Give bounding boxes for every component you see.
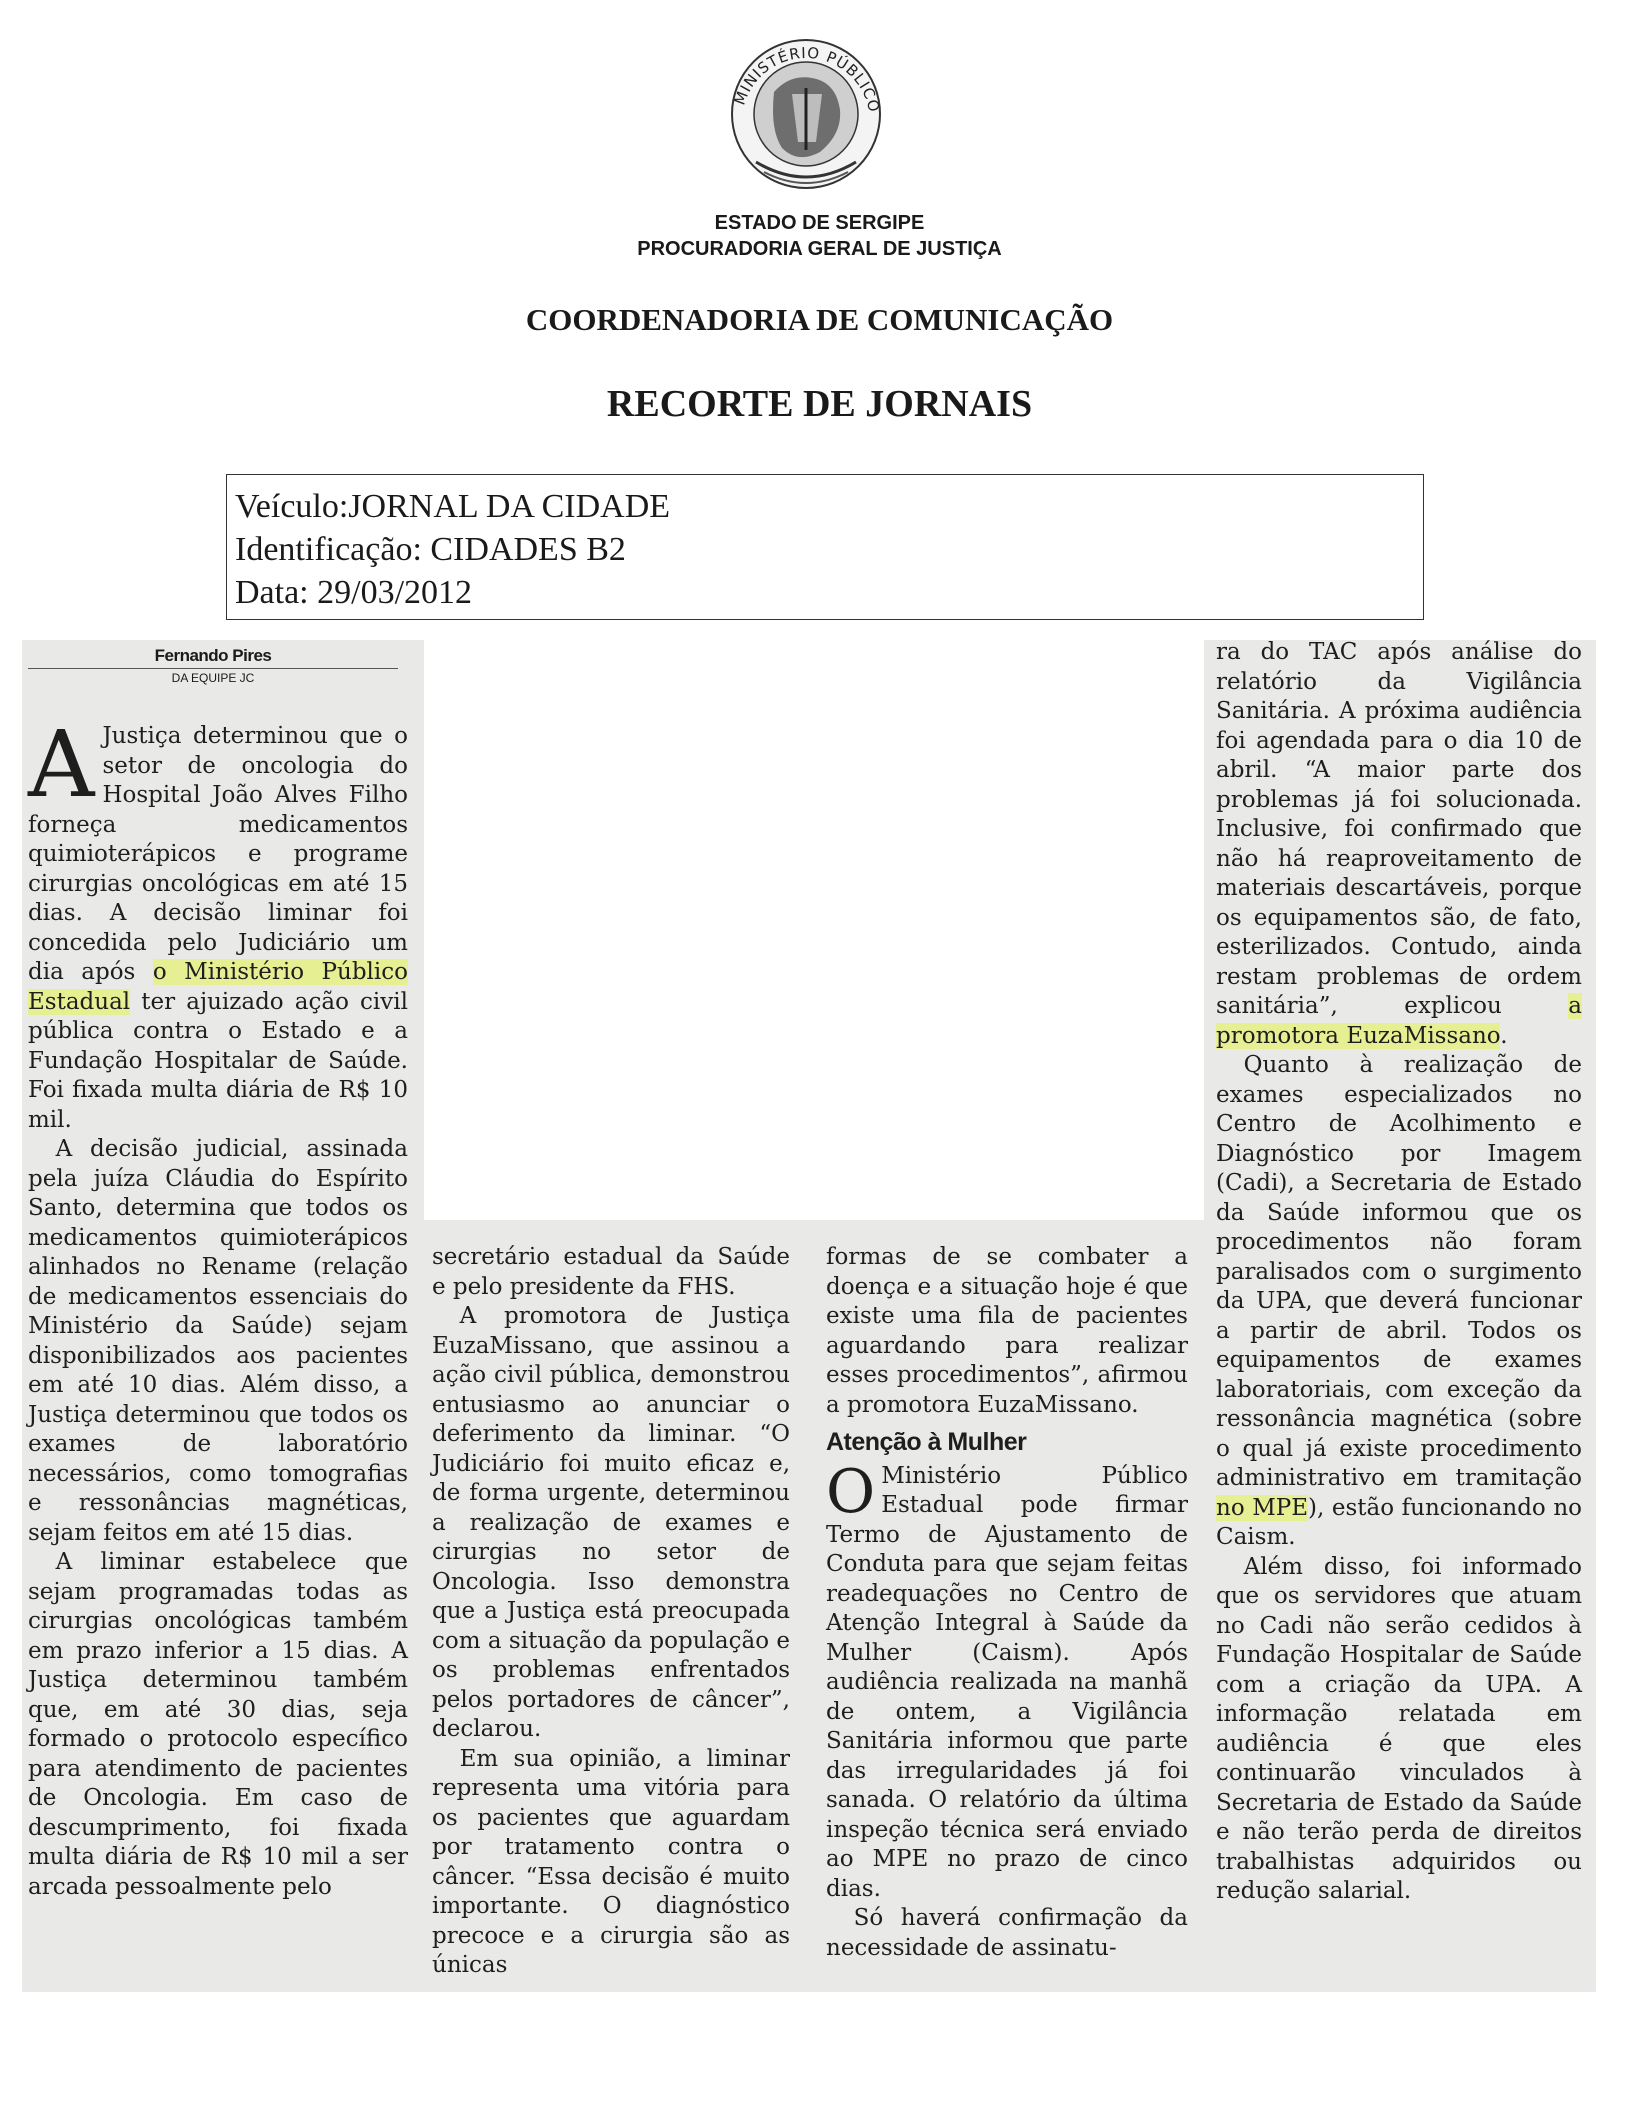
ministerio-publico-seal	[712, 22, 896, 192]
col2-paragraph-2: A promotora de Justiça EuzaMissano, que assinou a ação civil pública, demonstrou entusiasmo ao anunciar o deferimento da liminar. “O Judiciário foi muito eficaz e, de forma urgente, determinou a realização de exames e cirurgias no setor de Oncologia. Isso demonstra que a Justiça está preocupada com a situação da população e os problemas enfrentados pelos portadores de câncer”, declarou.	[432, 1303, 790, 1742]
org-line-state: ESTADO DE SERGIPE	[714, 212, 925, 234]
blank-area	[424, 640, 1204, 1220]
author-team: DA EQUIPE JC	[171, 671, 255, 685]
col3-paragraph-1: formas de se combater a doença e a situação hoje é que existe uma fila de pacientes aguardando para realizar esses procedimentos”, afirmou a promotora EuzaMissano.	[826, 1244, 1188, 1418]
author-name: Fernando Pires	[154, 646, 272, 665]
col1-paragraph-1: A Justiça determinou que o setor de oncologia do Hospital João Alves Filho forneça medicamentos quimioterápicos e programe cirurgias oncológicas em até 15 dias. A decisão liminar foi concedida pelo Judiciário um dia após o Ministério Público Estadual ter ajuizado ação civil pública contra o Estado e a Fundação Hospitalar de Saúde. Foi fixada multa diária de R$ 10 mil.	[28, 711, 408, 1133]
col1-paragraph-2: A decisão judicial, assinada pela juíza Cláudia do Espírito Santo, determina que todos os medicamentos quimioterápicos alinhados no Rename (relação de medicamentos essenciais do Ministério da Saúde) sejam disponibilizados aos pacientes em até 10 dias. Além disso, a Justiça determinou que todos os exames de laboratório necessários, como tomografias e ressonâncias magnéticas, sejam feitos em até 15 dias.	[28, 1136, 408, 1546]
clipping-info-box	[226, 474, 1424, 620]
dropcap-o: O	[826, 1456, 876, 1527]
col2-paragraph-3: Em sua opinião, a liminar representa uma vitória para os pacientes que aguardam por tratamento contra o câncer. “Essa decisão é muito importante. O diagnóstico precoce e a cirurgia são as únicas	[432, 1745, 790, 1978]
article-column-1	[28, 711, 408, 1902]
highlight-mpe: no MPE	[1216, 1494, 1309, 1521]
byline-rule	[28, 668, 398, 669]
col3-paragraph-3: Só haverá confirmação da necessidade de assinatu-	[826, 1905, 1188, 1961]
col1-paragraph-3: A liminar estabelece que sejam programadas todas as cirurgias oncológicas também em prazo inferior a 15 dias. A Justiça determinou também que, em até 30 dias, seja formado o protocolo específico para atendimento de pacientes de Oncologia. Em caso de descumprimento, foi fixada multa diária de R$ 10 mil a ser arcada pessoalmente pelo	[28, 1549, 408, 1900]
dropcap-a: A	[28, 711, 95, 818]
article-column-2	[432, 1243, 790, 1981]
col3-paragraph-2: O Ministério Público Estadual pode firmar Termo de Ajustamento de Conduta para que sejam feitas readequações no Centro de Atenção Integral à Saúde da Mulher (Caism). Após audiência realizada na manhã de ontem, a Vigilância Sanitária informou que parte das irregularidades já foi sanada. O relatório da última inspeção técnica será enviado ao MPE no prazo de cinco dias.	[826, 1456, 1188, 1902]
org-line-procuradoria: PROCURADORIA GERAL DE JUSTIÇA	[637, 238, 1002, 260]
article-column-3	[826, 1243, 1188, 1963]
department-title: COORDENADORIA DE COMUNICAÇÃO	[525, 302, 1114, 337]
document-title: RECORTE DE JORNAIS	[606, 383, 1033, 425]
col4-paragraph-3: Além disso, foi informado que os servidores que atuam no Cadi não serão cedidos à Fundação Hospitalar de Saúde com a criação da UPA. A informação relatada em audiência é que eles continuarão vinculados à Secretaria de Estado da Saúde e não terão perda de direitos trabalhistas adquiridos ou redução salarial.	[1216, 1553, 1582, 1904]
seal-text: MINISTÉRIO PÚBLICO	[730, 43, 884, 115]
date-line: Data: 29/03/2012	[235, 574, 473, 611]
col2-paragraph-1: secretário estadual da Saúde e pelo presidente da FHS.	[432, 1244, 790, 1300]
highlight-ministerio-publico: o Ministério Público Estadual	[28, 959, 408, 1015]
identification-line: Identificação: CIDADES B2	[235, 531, 626, 568]
col4-paragraph-2: Quanto à realização de exames especializados no Centro de Acolhimento e Diagnóstico por Imagem (Cadi), a Secretaria de Estado da Saúde informou que os procedimentos não foram paralisados com o surgimento da UPA, que deverá funcionar a partir de abril. Todos os equipamentos de exames laboratoriais, com exceção da ressonância magnética (sobre o qual já existe procedimento administrativo em tramitação no MPE), estão funcionando no Caism.	[1216, 1052, 1582, 1550]
article-column-4	[1216, 638, 1582, 1907]
col4-paragraph-1: ra do TAC após análise do relatório da Vigilância Sanitária. A próxima audiência foi agendada para o dia 10 de abril. “A maior parte dos problemas já foi solucionada. Inclusive, foi confirmado que não há reaproveitamento de materiais descartáveis, porque os equipamentos são, de fato, esterilizados. Contudo, ainda restam problemas de ordem sanitária”, explicou a promotora EuzaMissano.	[1216, 639, 1582, 1049]
byline	[28, 646, 398, 685]
vehicle-line: Veículo:JORNAL DA CIDADE	[235, 488, 671, 525]
subheading-atencao-mulher: Atenção à Mulher	[826, 1428, 1027, 1456]
highlight-promotora: a promotora EuzaMissano	[1216, 993, 1582, 1049]
